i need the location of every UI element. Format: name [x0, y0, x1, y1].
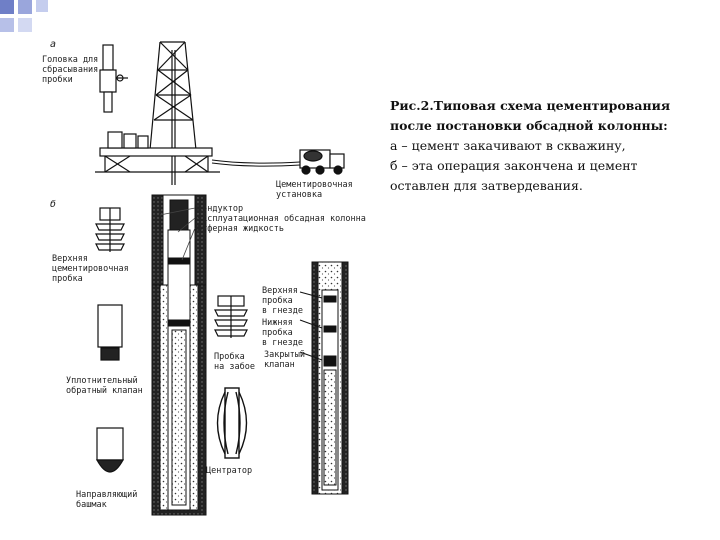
caption-line: а – цемент закачивают в скважину, — [390, 138, 626, 153]
cement-unit-label: Цементировочная установка — [276, 180, 353, 200]
top-plug-label: Верхняя цементировочная пробка — [52, 254, 129, 284]
buffer-label: Буферная жидкость — [197, 224, 284, 234]
centralizer-label: Центратор — [206, 466, 253, 476]
bottom-plug-icon — [215, 296, 247, 338]
caption-line: после постановки обсадной колонны: — [390, 118, 668, 133]
casing-label: Эксплуатационная обсадная колонна — [197, 214, 366, 224]
centralizer-icon — [218, 388, 247, 458]
caption-line: б – эта операция закончена и цемент — [390, 158, 638, 173]
cementing-head-label: Головка для сбрасывания пробки — [42, 55, 99, 85]
caption-line: оставлен для затвердевания. — [390, 178, 583, 193]
float-valve-label: Уплотнительный обратный клапан — [66, 376, 143, 396]
top-plug-icon — [96, 208, 124, 252]
part-a-label: а — [50, 39, 57, 50]
pipeline — [212, 160, 300, 166]
float-valve-icon — [98, 305, 122, 360]
guide-shoe-icon — [97, 428, 123, 472]
drilling-derrick — [150, 42, 196, 185]
wellbore-right — [300, 262, 348, 494]
upper-plug-label: Верхняя пробка в гнезде — [262, 286, 303, 316]
guide-shoe-label: Направляющий башмак — [76, 490, 138, 510]
part-b-label: б — [50, 199, 57, 210]
caption-line: Рис.2.Типовая схема цементирования — [390, 98, 671, 113]
cementing-head-icon — [100, 45, 128, 112]
figure-caption — [390, 96, 690, 196]
wellbore-left — [152, 195, 206, 515]
conductor-label: Кондуктор — [197, 204, 244, 214]
lower-plug-label: Нижняя пробка в гнезде — [262, 318, 303, 348]
closed-valve-label: Закрытый клапан — [264, 350, 305, 370]
drilling-platform — [95, 132, 220, 172]
plug-bottom-label: Пробка на забое — [214, 352, 255, 372]
cement-truck-icon — [300, 150, 344, 174]
